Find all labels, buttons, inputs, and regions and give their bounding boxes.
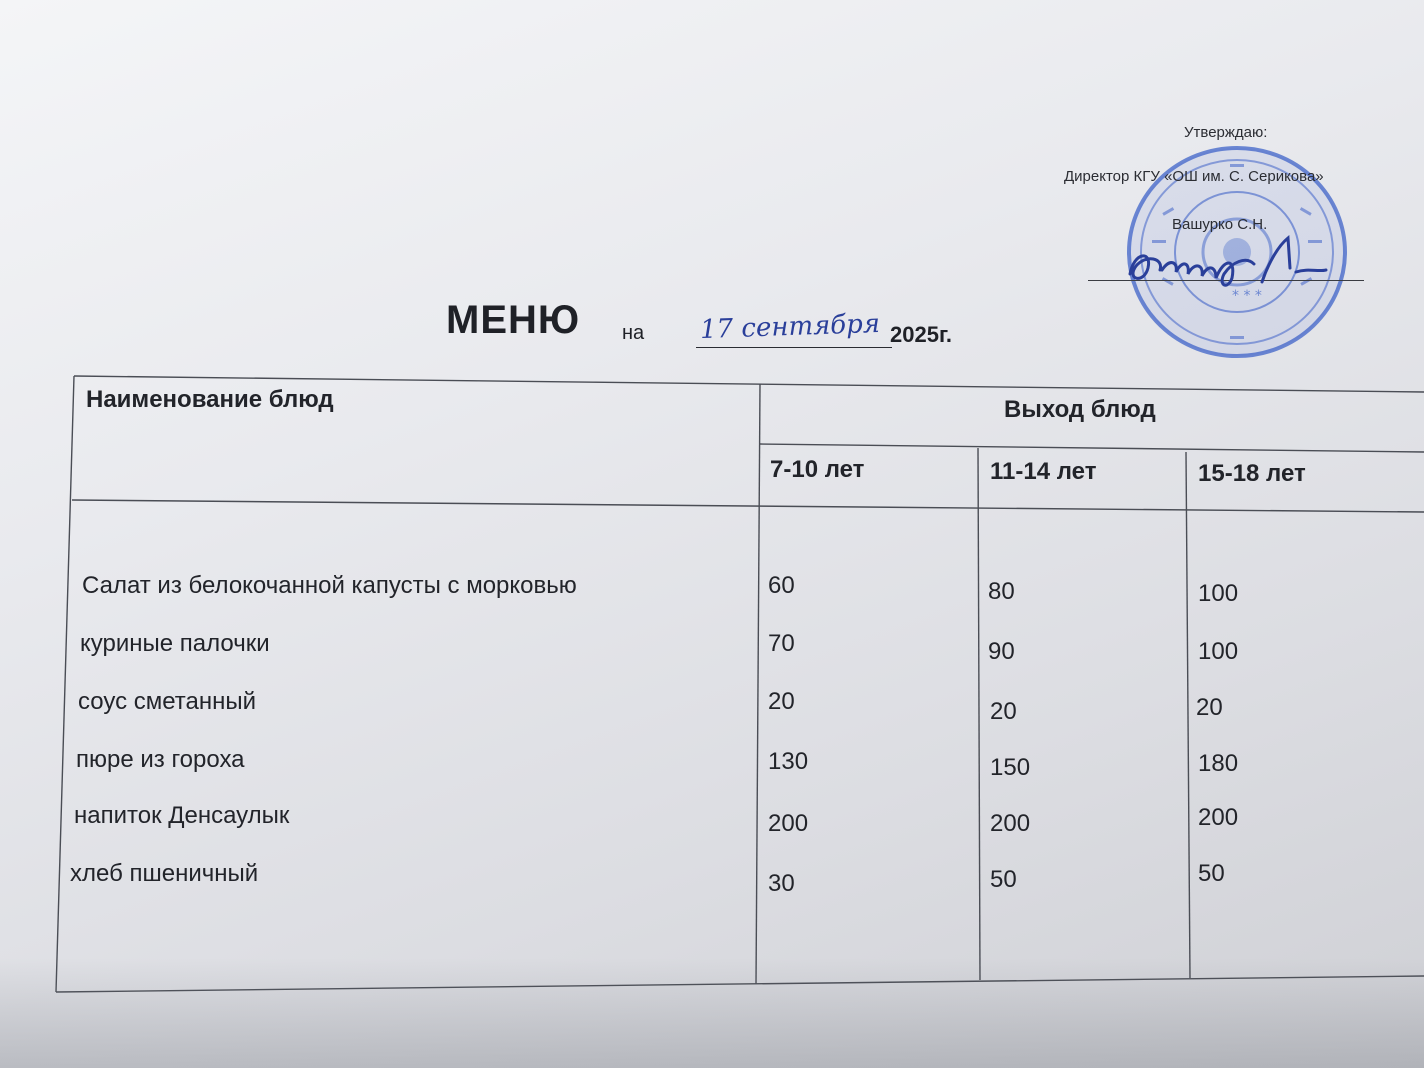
dish-name: пюре из гороха (76, 746, 245, 773)
header-age-11-14: 11-14 лет (990, 458, 1097, 485)
dish-name: напиток Денсаулык (74, 802, 290, 829)
portion-15-18: 50 (1198, 860, 1225, 887)
portion-11-14: 50 (990, 866, 1017, 893)
title-year: 2025г. (890, 322, 953, 347)
approval-director: Директор КГУ «ОШ им. С. Серикова» (1064, 168, 1324, 185)
dish-name: куриные палочки (80, 630, 270, 657)
dish-name: соус сметанный (78, 688, 257, 715)
dish-name: хлеб пшеничный (70, 860, 259, 887)
header-dish-name: Наименование блюд (86, 386, 334, 413)
approval-name: Вашурко С.Н. (1172, 216, 1268, 233)
handwritten-date: 17 сентября (699, 308, 881, 346)
portion-11-14: 20 (990, 698, 1017, 725)
portion-11-14: 80 (988, 578, 1015, 605)
portion-7-10: 70 (768, 630, 795, 657)
portion-15-18: 100 (1198, 638, 1239, 665)
portion-15-18: 180 (1198, 750, 1239, 777)
portion-15-18: 100 (1198, 580, 1239, 607)
portion-7-10: 60 (768, 572, 795, 599)
dish-name: Салат из белокочанной капусты с морковью (82, 572, 577, 599)
portion-15-18: 200 (1198, 804, 1239, 831)
portion-15-18: 20 (1196, 694, 1223, 721)
portion-11-14: 200 (990, 810, 1031, 837)
header-age-15-18: 15-18 лет (1198, 460, 1306, 487)
portion-7-10: 30 (768, 870, 795, 897)
portion-7-10: 20 (768, 688, 795, 715)
portion-11-14: 150 (990, 754, 1031, 781)
header-output: Выход блюд (1004, 396, 1156, 423)
portion-7-10: 130 (768, 748, 809, 775)
svg-text:* * *: * * * (1232, 288, 1262, 304)
approval-label: Утверждаю: (1184, 124, 1268, 141)
portion-11-14: 90 (988, 638, 1015, 665)
title-on-label: на (622, 322, 645, 344)
header-age-7-10: 7-10 лет (770, 456, 865, 483)
page-title: МЕНЮ (446, 298, 581, 342)
portion-7-10: 200 (768, 810, 809, 837)
